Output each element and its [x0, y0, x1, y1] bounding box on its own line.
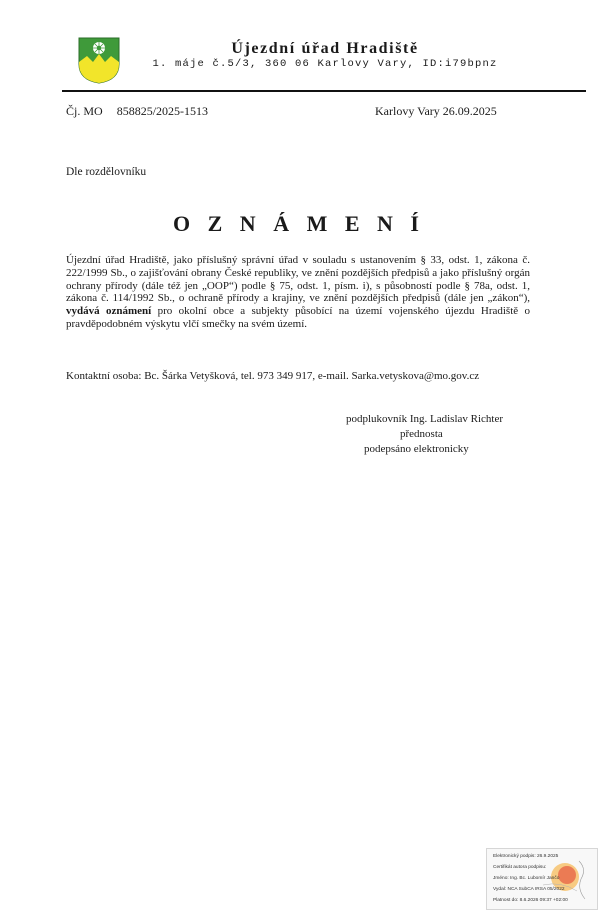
body-emphasis: vydává oznámení — [66, 305, 152, 318]
stamp-line: Elektronický podpis: 26.9.2025 — [493, 854, 559, 859]
signatory-position: přednosta — [400, 428, 443, 440]
reference-value: 858825/2025-1513 — [116, 104, 209, 118]
signature-note: podepsáno elektronicky — [364, 443, 469, 455]
announcement-body — [66, 254, 530, 331]
office-address: 1. máje č.5/3, 360 06 Karlovy Vary, ID:i79bpnz — [152, 58, 498, 70]
document-title: O Z N Á M E N Í — [173, 211, 425, 236]
coat-of-arms-logo — [77, 36, 121, 84]
stamp-line: Vydal: NCA SubCA IRSA 05/2022 — [493, 887, 565, 892]
office-name: Újezdní úřad Hradiště — [231, 40, 419, 57]
stamp-line: Jméno: Ing. Bc. Lubomír Jančo — [493, 876, 560, 881]
stamp-line: Certifikát autora podpisu: — [493, 865, 547, 870]
reference-label: Čj. MO — [66, 104, 103, 118]
electronic-signature-stamp — [486, 848, 598, 910]
body-text-after: pro okolní obce a subjekty působící na území vojenského újezdu Hradiště o pravděpodobném výskytu vlčí smečky na svém území. — [66, 305, 531, 330]
signatory-name: podplukovník Ing. Ladislav Richter — [346, 413, 504, 425]
distribution-note: Dle rozdělovníku — [66, 166, 147, 178]
contact-person: Kontaktní osoba: Bc. Šárka Vetyšková, tel. 973 349 917, e-mail. Sarka.vetyskova@mo.gov.cz — [66, 370, 480, 382]
stamp-line: Platnost do: 8.6.2026 09:37 +02:00 — [493, 898, 568, 903]
reference-number — [66, 104, 208, 119]
place-date: Karlovy Vary 26.09.2025 — [375, 104, 497, 118]
body-text-before: Újezdní úřad Hradiště, jako příslušný správní úřad v souladu s ustanovením § 33, odst. 1, zákona č. 222/1999 Sb., o zajišťování obrany České republiky, ve znění pozdějších předpisů a jako příslušný orgán ochrany přírody (dále též jen „OOP“) podle § 75, odst. 1, písm. i), s působností podle § 78a, odst. 1, zákona č. 114/1992 Sb., o ochraně přírody a krajiny, ve znění pozdějších předpisů (dále jen „zákon“), — [66, 254, 530, 305]
header-divider — [62, 90, 586, 92]
